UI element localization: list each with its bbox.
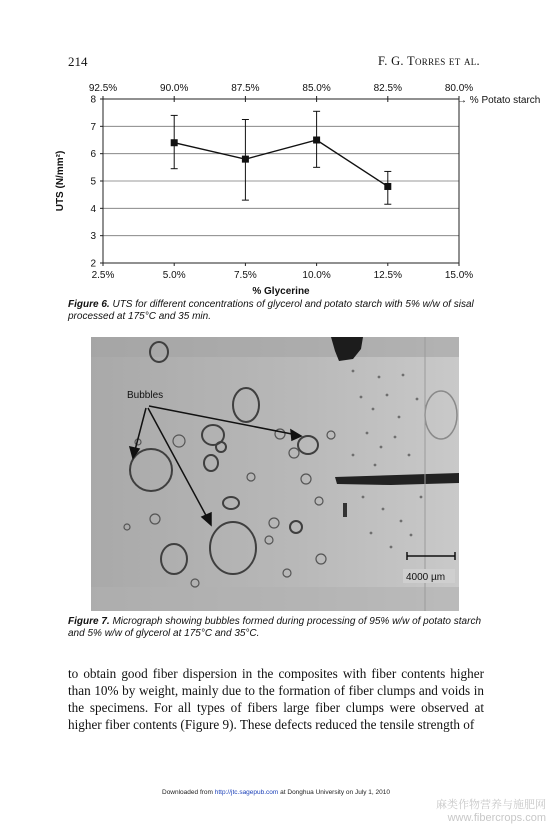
watermark-line1: 麻类作物营养与施肥网: [436, 799, 546, 811]
x-tick-label: 15.0%: [444, 270, 474, 281]
bubbles-label: Bubbles: [127, 390, 164, 401]
x-tick-label: 7.5%: [234, 270, 257, 281]
y-tick-label: 8: [90, 94, 96, 106]
figure6-caption-text: UTS for different concentrations of glycerol and potato starch with 5% w/w of sisal processed at 175°C and 35 min.: [68, 299, 474, 322]
top-tick-label: 85.0%: [302, 83, 331, 94]
footer-prefix: Downloaded from: [162, 789, 215, 796]
y-tick-label: 3: [90, 231, 96, 243]
y-tick-label: 2: [90, 258, 96, 270]
data-point: [171, 139, 178, 146]
y-tick-label: 7: [90, 121, 96, 133]
figure6-caption: [68, 299, 484, 323]
download-footer: [0, 789, 552, 796]
figure7-caption: [68, 616, 484, 640]
data-point: [384, 183, 391, 190]
series-line: [174, 140, 388, 186]
x-tick-label: 12.5%: [373, 270, 402, 281]
page-number: 214: [68, 54, 88, 69]
footer-suffix: at Donghua University on July 1, 2010: [278, 789, 390, 796]
watermark-line2: www.fibercrops.com: [447, 812, 546, 824]
top-tick-label: 92.5%: [88, 83, 118, 94]
top-tick-label: 87.5%: [231, 83, 260, 94]
body-paragraph: to obtain good fiber dispersion in the composites with fiber contents higher than 10% by weight, mainly due to the formation of fiber clumps and voids in the specimens. For all types of fibers large fiber clumps were observed at higher fiber contents (Figure 9). These defects reduced the tensile strength of: [68, 666, 484, 732]
top-tick-label: 82.5%: [373, 83, 402, 94]
scale-bar-label: 4000 µm: [406, 572, 446, 583]
top-tick-label: 90.0%: [160, 83, 189, 94]
figure7-caption-label: Figure 7.: [68, 616, 110, 627]
top-tick-label: 80.0%: [444, 83, 474, 94]
x-tick-label: 2.5%: [91, 270, 115, 281]
data-point: [313, 137, 320, 144]
micrograph: [91, 337, 459, 611]
y-tick-label: 4: [90, 203, 96, 215]
figure7-caption-text: Micrograph showing bubbles formed during processing of 95% w/w of potato starch and 5% w/w of glycerol at 175°C and 35°C.: [68, 616, 481, 639]
top-axis-label: → % Potato starch: [457, 95, 541, 106]
x-tick-label: 10.0%: [302, 270, 331, 281]
footer-link[interactable]: http://jtc.sagepub.com: [214, 789, 279, 796]
y-axis-title: UTS (N/mm²): [55, 150, 66, 212]
body-text: [68, 665, 484, 733]
x-tick-label: 5.0%: [162, 270, 186, 281]
y-tick-label: 5: [90, 176, 96, 188]
running-head: F. G. Torres et al.: [378, 54, 480, 68]
watermark: [436, 799, 546, 825]
y-tick-label: 6: [90, 149, 96, 161]
data-point: [242, 156, 249, 163]
x-axis-title: % Glycerine: [252, 286, 310, 297]
figure6-caption-label: Figure 6.: [68, 299, 110, 310]
uts-chart: [40, 76, 541, 297]
